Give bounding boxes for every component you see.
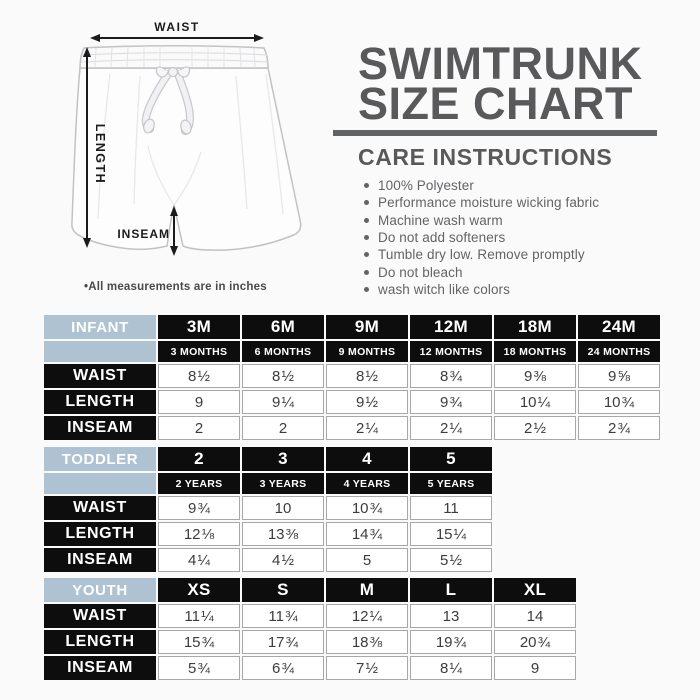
waist-label: WAIST — [154, 20, 200, 34]
measurement-value: 9 ¼ — [242, 390, 324, 414]
measurement-value: 13 ⅜ — [242, 522, 324, 546]
row-label-waist: WAIST — [44, 496, 156, 520]
measurement-value: 9 ⅜ — [494, 364, 576, 388]
measurement-value: 10 ¼ — [494, 390, 576, 414]
measurement-value: 14 ¾ — [326, 522, 408, 546]
size-subheader: 18 MONTHS — [494, 341, 576, 362]
bullet-icon — [364, 183, 369, 188]
size-subheader: 9 MONTHS — [326, 341, 408, 362]
measurement-value: 10 — [242, 496, 324, 520]
group-header-youth: YOUTH — [44, 578, 156, 602]
size-header: 3M — [158, 315, 240, 339]
measurement-value: 6 ¾ — [242, 656, 324, 680]
measurement-value: 10 ¾ — [578, 390, 660, 414]
size-header: 3 — [242, 447, 324, 471]
size-header: 4 — [326, 447, 408, 471]
inseam-arrowhead-bottom — [170, 246, 178, 256]
page-title — [358, 38, 643, 129]
group-header-infant: INFANT — [44, 315, 156, 339]
title-line-2: SIZE CHART — [358, 78, 633, 129]
row-label-inseam: INSEAM — [44, 416, 156, 440]
measurement-value: 15 ¼ — [410, 522, 492, 546]
measurement-value: 9 ½ — [326, 390, 408, 414]
measurement-value: 18 ⅜ — [326, 630, 408, 654]
bullet-icon — [364, 287, 369, 292]
length-arrowhead-bottom — [83, 238, 91, 248]
measurement-value: 9 ¾ — [158, 496, 240, 520]
measurement-value: 7 ½ — [326, 656, 408, 680]
size-header: 18M — [494, 315, 576, 339]
row-label-waist: WAIST — [44, 604, 156, 628]
size-header: 12M — [410, 315, 492, 339]
care-item — [364, 194, 599, 211]
measurement-value: 2 ¼ — [326, 416, 408, 440]
measurement-value: 11 ¾ — [242, 604, 324, 628]
waist-arrowhead-left — [90, 34, 100, 42]
group-header-toddler: TODDLER — [44, 447, 156, 471]
measurements-note: •All measurements are in inches — [84, 281, 267, 293]
measurement-value: 11 ¼ — [158, 604, 240, 628]
care-item — [364, 263, 599, 280]
measurement-value: 8 ½ — [326, 364, 408, 388]
size-header: 24M — [578, 315, 660, 339]
care-item-text: 100% Polyester — [378, 178, 474, 194]
care-instructions-list — [364, 177, 599, 298]
size-header: 9M — [326, 315, 408, 339]
care-item — [364, 229, 599, 246]
measurement-value: 9 — [494, 656, 576, 680]
care-instructions-heading: CARE INSTRUCTIONS — [358, 144, 613, 170]
waist-arrowhead-right — [254, 34, 264, 42]
care-item — [364, 246, 599, 263]
measurement-value: 4 ¼ — [158, 548, 240, 572]
measurement-value: 5 — [326, 548, 408, 572]
measurement-value: 4 ½ — [242, 548, 324, 572]
measurement-value: 5 ½ — [410, 548, 492, 572]
measurement-value: 14 — [494, 604, 576, 628]
size-header: 6M — [242, 315, 324, 339]
measurement-value: 5 ¾ — [158, 656, 240, 680]
size-table-toddler — [44, 447, 492, 572]
group-header-spacer — [44, 341, 156, 362]
length-label: LENGTH — [93, 123, 107, 185]
row-label-inseam: INSEAM — [44, 548, 156, 572]
measurement-value: 2 ¾ — [578, 416, 660, 440]
measurement-value: 11 — [410, 496, 492, 520]
care-item-text: Performance moisture wicking fabric — [378, 195, 600, 211]
inseam-label: INSEAM — [117, 227, 170, 241]
measurement-value: 12 ⅛ — [158, 522, 240, 546]
bullet-icon — [364, 270, 369, 275]
size-header: S — [242, 578, 324, 602]
row-label-length: LENGTH — [44, 630, 156, 654]
measurement-value: 2 — [158, 416, 240, 440]
measurement-value: 17 ¾ — [242, 630, 324, 654]
row-label-waist: WAIST — [44, 364, 156, 388]
title-underline — [333, 130, 657, 136]
care-item-text: Tumble dry low. Remove promptly — [378, 247, 585, 263]
care-item-text: Do not bleach — [378, 264, 463, 280]
size-subheader: 3 MONTHS — [158, 341, 240, 362]
measurement-value: 9 ¾ — [410, 390, 492, 414]
size-header: XL — [494, 578, 576, 602]
measurement-value: 9 — [158, 390, 240, 414]
size-table-youth — [44, 578, 576, 680]
group-header-spacer — [44, 473, 156, 494]
measurement-value: 8 ¼ — [410, 656, 492, 680]
measurement-value: 15 ¾ — [158, 630, 240, 654]
row-label-length: LENGTH — [44, 522, 156, 546]
title-line-1: SWIMTRUNK — [358, 38, 643, 89]
measurement-value: 8 ½ — [158, 364, 240, 388]
care-item — [364, 212, 599, 229]
measurement-value: 13 — [410, 604, 492, 628]
row-label-length: LENGTH — [44, 390, 156, 414]
measurement-value: 8 ¾ — [410, 364, 492, 388]
measurement-value: 8 ½ — [242, 364, 324, 388]
size-subheader: 6 MONTHS — [242, 341, 324, 362]
measurement-value: 2 ¼ — [410, 416, 492, 440]
care-item-text: Machine wash warm — [378, 212, 503, 228]
measurement-value: 19 ¾ — [410, 630, 492, 654]
swimtrunks-illustration — [40, 14, 330, 264]
size-table-infant — [44, 315, 660, 440]
size-subheader: 5 YEARS — [410, 473, 492, 494]
size-subheader: 12 MONTHS — [410, 341, 492, 362]
care-item — [364, 281, 599, 298]
size-subheader: 4 YEARS — [326, 473, 408, 494]
size-header: XS — [158, 578, 240, 602]
measurement-value: 20 ¾ — [494, 630, 576, 654]
care-item — [364, 177, 599, 194]
size-header: L — [410, 578, 492, 602]
measurement-value: 10 ¾ — [326, 496, 408, 520]
size-subheader: 3 YEARS — [242, 473, 324, 494]
measurement-value: 2 — [242, 416, 324, 440]
bullet-icon — [364, 200, 369, 205]
size-header: M — [326, 578, 408, 602]
measurement-value: 2 ½ — [494, 416, 576, 440]
bullet-icon — [364, 235, 369, 240]
size-subheader: 24 MONTHS — [578, 341, 660, 362]
size-header: 5 — [410, 447, 492, 471]
care-item-text: wash witch like colors — [378, 281, 510, 297]
size-subheader: 2 YEARS — [158, 473, 240, 494]
bullet-icon — [364, 252, 369, 257]
measurement-value: 9 ⅝ — [578, 364, 660, 388]
bullet-icon — [364, 218, 369, 223]
size-header: 2 — [158, 447, 240, 471]
row-label-inseam: INSEAM — [44, 656, 156, 680]
care-item-text: Do not add softeners — [378, 230, 506, 246]
measurement-value: 12 ¼ — [326, 604, 408, 628]
